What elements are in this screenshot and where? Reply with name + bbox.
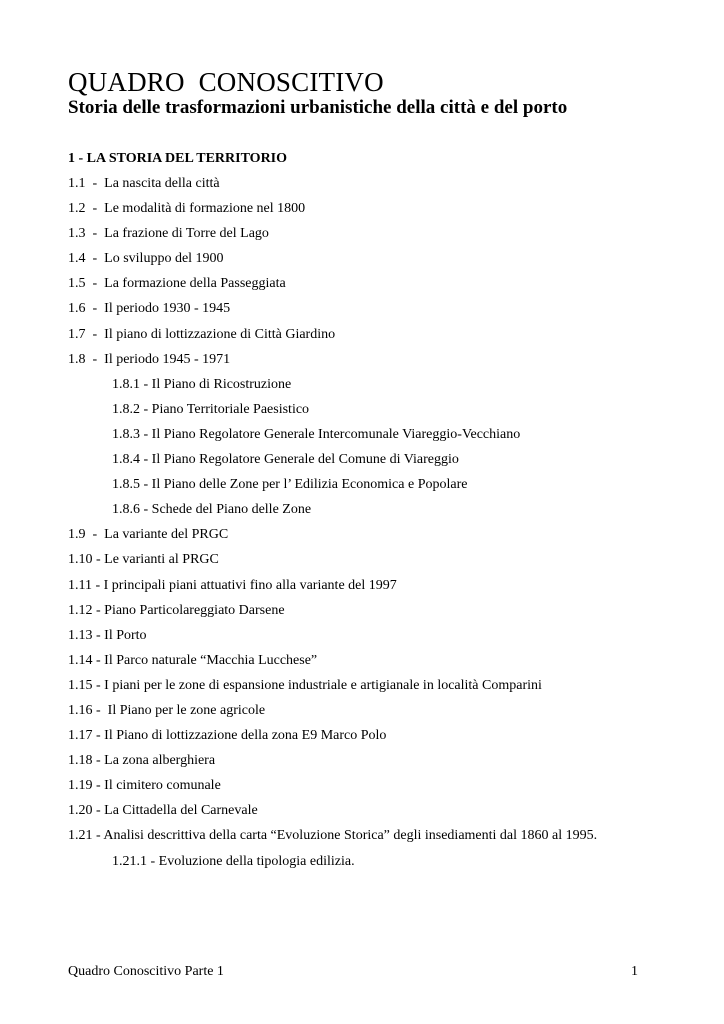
toc-item: 1.17 - Il Piano di lottizzazione della zona E9 Marco Polo [68, 728, 387, 744]
toc-item: 1.18 - La zona alberghiera [68, 753, 216, 769]
toc-item: 1.3 - La frazione di Torre del Lago [68, 226, 269, 242]
toc-item: 1.12 - Piano Particolareggiato Darsene [68, 602, 285, 618]
toc-item: 1.6 - Il periodo 1930 - 1945 [68, 301, 231, 317]
toc-item: 1.13 - Il Porto [68, 627, 147, 643]
toc-item: 1.21 - Analisi descrittiva della carta “Evoluzione Storica” degli insediamenti dal 1860 al 1995. [68, 828, 598, 844]
footer-label: Quadro Conoscitivo Parte 1 [68, 964, 224, 979]
toc-item: 1.20 - La Cittadella del Carnevale [68, 803, 258, 819]
toc-item: 1.19 - Il cimitero comunale [68, 778, 221, 794]
toc-subitem: 1.8.4 - Il Piano Regolatore Generale del Comune di Viareggio [112, 452, 459, 468]
section-heading: 1 - LA STORIA DEL TERRITORIO [68, 151, 288, 166]
toc-item: 1.4 - Lo sviluppo del 1900 [68, 251, 224, 267]
toc-item: 1.1 - La nascita della città [68, 176, 220, 191]
toc-subitem: 1.8.3 - Il Piano Regolatore Generale Intercomunale Viareggio-Vecchiano [112, 426, 521, 442]
toc-subitem: 1.21.1 - Evoluzione della tipologia edilizia. [112, 853, 355, 869]
toc-subitem: 1.8.5 - Il Piano delle Zone per l’ Edilizia Economica e Popolare [112, 477, 468, 493]
toc-item: 1.16 - Il Piano per le zone agricole [68, 702, 266, 718]
table-of-contents [68, 174, 708, 877]
toc-item: 1.2 - Le modalità di formazione nel 1800 [68, 201, 306, 217]
toc-item: 1.9 - La variante del PRGC [68, 527, 229, 543]
toc-item: 1.10 - Le varianti al PRGC [68, 552, 219, 568]
page-subtitle: Storia delle trasformazioni urbanistiche della città e del porto [68, 97, 568, 118]
toc-subitem: 1.8.2 - Piano Territoriale Paesistico [112, 401, 310, 417]
toc-item: 1.11 - I principali piani attuativi fino alla variante del 1997 [68, 577, 397, 593]
page-title: QUADRO CONOSCITIVO [68, 67, 384, 97]
toc-subitem: 1.8.6 - Schede del Piano delle Zone [112, 502, 312, 518]
toc-item: 1.5 - La formazione della Passeggiata [68, 276, 286, 292]
toc-item: 1.15 - I piani per le zone di espansione industriale e artigianale in località Comparini [68, 677, 542, 693]
page-number: 1 [631, 964, 638, 979]
toc-item: 1.14 - Il Parco naturale “Macchia Lucchese” [68, 652, 318, 668]
toc-item: 1.8 - Il periodo 1945 - 1971 [68, 351, 231, 367]
toc-item: 1.7 - Il piano di lottizzazione di Città Giardino [68, 326, 336, 342]
toc-subitem: 1.8.1 - Il Piano di Ricostruzione [112, 376, 292, 392]
